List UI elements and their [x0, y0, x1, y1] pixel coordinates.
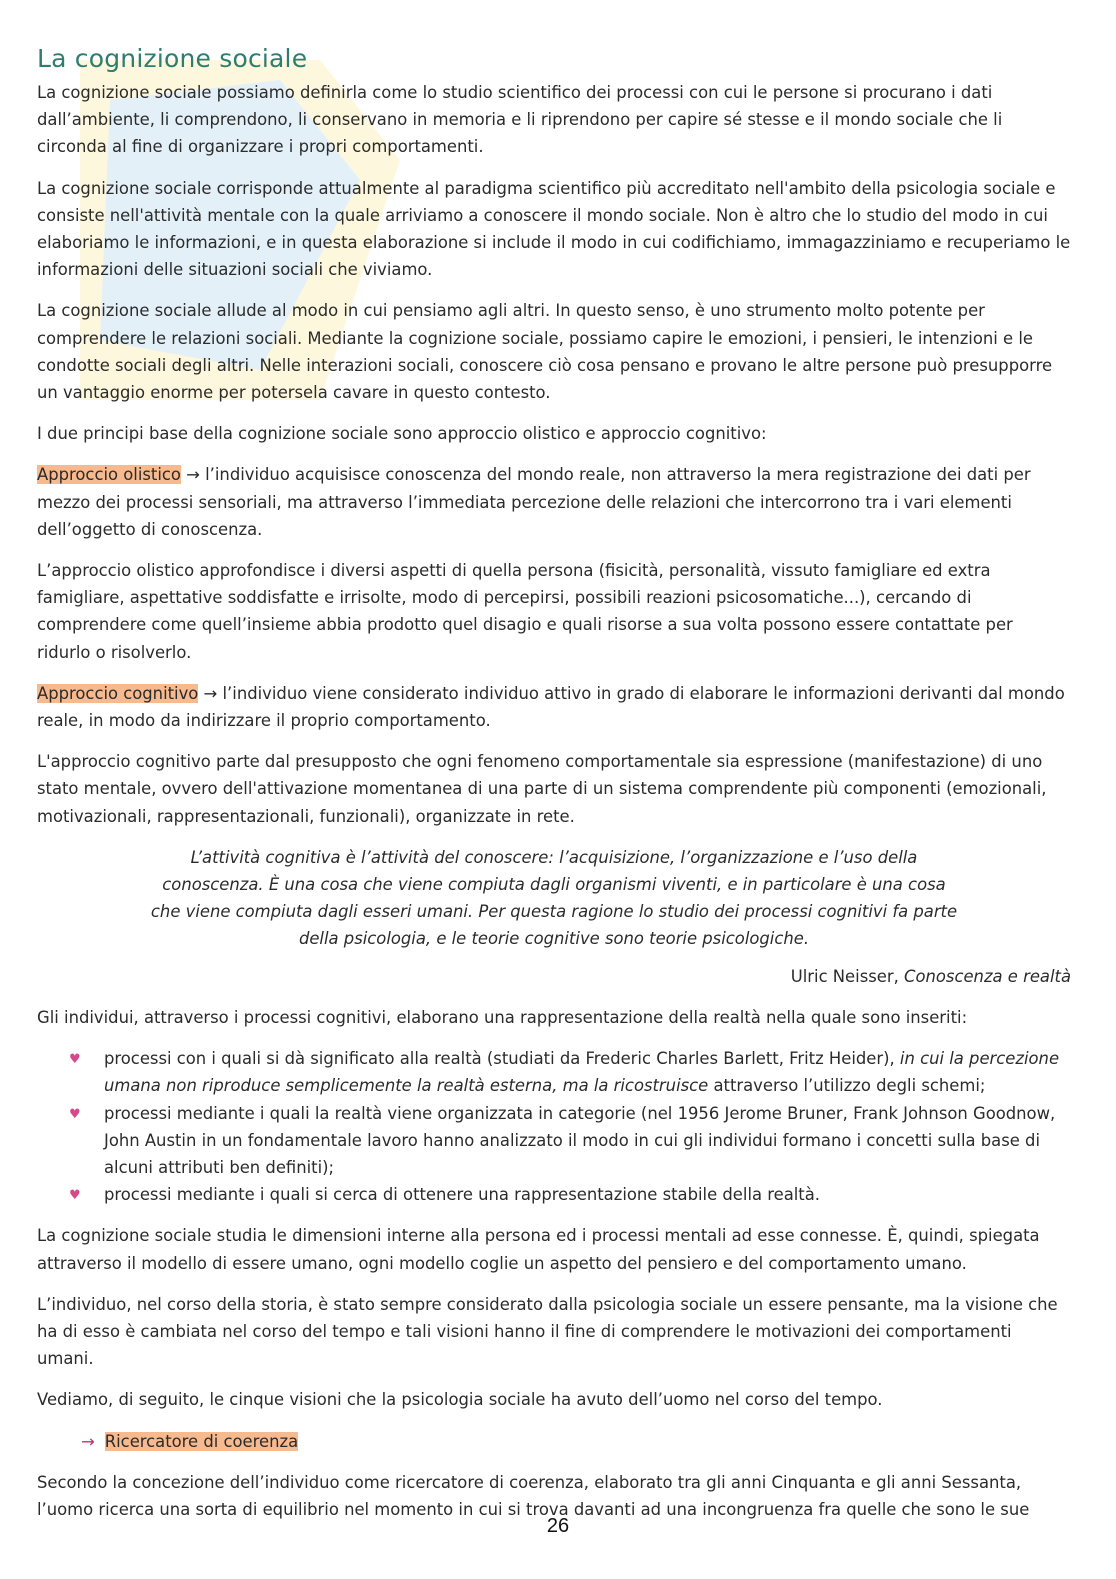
- quote: L’attività cognitiva è l’attività del conoscere: l’acquisizione, l’organizzazione e l’uso della conoscenza. È una cosa che viene compiuta dagli organismi viventi, e in particolare è una cosa che viene compiuta dagli esseri umani. Per questa ragione lo studio dei processi cognitivi fa parte della psicologia, e le teorie cognitive sono teorie psicologiche.: [150, 847, 958, 949]
- paragraph-1: La cognizione sociale possiamo definirla come lo studio scientifico dei processi con cui le persone si procurano i dati dall’ambiente, li comprendono, li conservano in memoria e li riprendono per capire sé stesse e il mondo sociale che li circonda al fine di organizzare i propri comportamenti.: [37, 83, 1003, 157]
- paragraph-4: I due principi base della cognizione sociale sono approccio olistico e approccio cognitivo:: [37, 424, 767, 444]
- bullet-3-text: processi mediante i quali si cerca di ottenere una rappresentazione stabile della realtà.: [104, 1185, 820, 1205]
- olistico-definition: → l’individuo acquisisce conoscenza del mondo reale, non attraverso la mera registrazione dei dati per mezzo dei processi sensoriali, ma attraverso l’immediata percezione delle relazioni che intercorrono tra i vari elementi dell’oggetto di conoscenza.: [37, 465, 1031, 539]
- bullet-1-end: attraverso l’utilizzo degli schemi;: [708, 1076, 986, 1096]
- paragraph-9: L’individuo, nel corso della storia, è stato sempre considerato dalla psicologia sociale un essere pensante, ma la visione che ha di esso è cambiata nel corso del tempo e tali visioni hanno il fine di comprendere le motivazioni dei comportamenti umani.: [37, 1294, 1058, 1369]
- cognitivo-definition: → l’individuo viene considerato individuo attivo in grado di elaborare le informazioni derivanti dal mondo reale, in modo da indirizzare il proprio comportamento.: [37, 683, 1065, 731]
- quote-author: Ulric Neisser,: [790, 966, 905, 986]
- olistico-paragraph: [37, 461, 1071, 543]
- highlight-cognitivo: Approccio cognitivo: [37, 683, 199, 703]
- heart-icon: ♥: [69, 1188, 81, 1204]
- bullet-1-text: processi con i quali si dà significato alla realtà (studiati da Frederic Charles Barlett, Fritz Heider),: [104, 1049, 900, 1069]
- heart-icon: ♥: [69, 1052, 81, 1068]
- list-item: [37, 1045, 1071, 1099]
- quote-attribution: [37, 963, 1071, 990]
- paragraph-5: L’approccio olistico approfondisce i diversi aspetti di quella persona (fisicità, personalità, vissuto famigliare ed extra famigliare, aspettative soddisfatte e irrisolte, modo di percepirsi, possibili reazioni psicosomatiche...), cercando di comprendere come quell’insieme abbia prodotto quel disagio e quali risorse a sua volta possono essere contattate per ridurlo o risolverlo.: [37, 561, 1013, 662]
- paragraph-6: L'approccio cognitivo parte dal presupposto che ogni fenomeno comportamentale sia espressione (manifestazione) di uno stato mentale, ovvero dell'attivazione momentanea di una parte di un sistema comprendente più componenti (emozionali, motivazionali, rappresentazionali, funzionali), organizzate in rete.: [37, 752, 1047, 826]
- arrow-right-icon: →: [81, 1431, 95, 1451]
- document-page: [37, 44, 1071, 1537]
- paragraph-2: La cognizione sociale corrisponde attualmente al paradigma scientifico più accreditato nell'ambito della psicologia sociale e consiste nell'attività mentale con la quale arriviamo a conoscere il mondo sociale. Non è altro che lo studio del modo in cui elaboriamo le informazioni, e in questa elaborazione si include il modo in cui codifichiamo, immagazziniamo e recuperiamo le informazioni delle situazioni sociali che viviamo.: [37, 178, 1071, 280]
- heart-icon: ♥: [69, 1106, 81, 1122]
- list-item: [37, 1181, 1071, 1208]
- quote-book: Conoscenza e realtà: [904, 966, 1071, 986]
- paragraph-10: Vediamo, di seguito, le cinque visioni che la psicologia sociale ha avuto dell’uomo nel corso del tempo.: [37, 1390, 883, 1410]
- bullet-1-italic: in cui la percezione umana non riproduce semplicemente la realtà esterna, ma la ricostruisce: [104, 1049, 1060, 1096]
- highlight-ricercatore: Ricercatore di coerenza: [104, 1431, 299, 1451]
- cognitivo-paragraph: [37, 680, 1071, 734]
- page-number: 26: [546, 1515, 570, 1537]
- subheading: [37, 1428, 1071, 1455]
- bullet-2-text: processi mediante i quali la realtà viene organizzata in categorie (nel 1956 Jerome Bruner, Frank Johnson Goodnow, John Austin in un fondamentale lavoro hanno analizzato il modo in cui gli individui formano i concetti sulla base di alcuni attributi ben definiti);: [104, 1103, 1056, 1177]
- paragraph-11: Secondo la concezione dell’individuo come ricercatore di coerenza, elaborato tra gli anni Cinquanta e gli anni Sessanta, l’uomo ricerca una sorta di equilibrio nel momento in cui si trova davanti ad una incongruenza fra quelle che sono le sue: [37, 1472, 1030, 1519]
- section-title: La cognizione sociale: [37, 44, 308, 73]
- highlight-olistico: Approccio olistico: [37, 465, 181, 485]
- list-item: [37, 1100, 1071, 1182]
- paragraph-8: La cognizione sociale studia le dimensioni interne alla persona ed i processi mentali ad esse connesse. È, quindi, spiegata attraverso il modello di essere umano, ogni modello coglie un aspetto del pensiero e del comportamento umano.: [37, 1226, 1040, 1273]
- bullet-list: [37, 1045, 1071, 1208]
- paragraph-3: La cognizione sociale allude al modo in cui pensiamo agli altri. In questo senso, è uno strumento molto potente per comprendere le relazioni sociali. Mediante la cognizione sociale, possiamo capire le emozioni, i pensieri, le intenzioni e le condotte sociali degli altri. Nelle interazioni sociali, conoscere ciò cosa pensano e provano le altre persone può presupporre un vantaggio enorme per potersela cavare in questo contesto.: [37, 301, 1053, 403]
- paragraph-7: Gli individui, attraverso i processi cognitivi, elaborano una rappresentazione della realtà nella quale sono inseriti:: [37, 1007, 968, 1027]
